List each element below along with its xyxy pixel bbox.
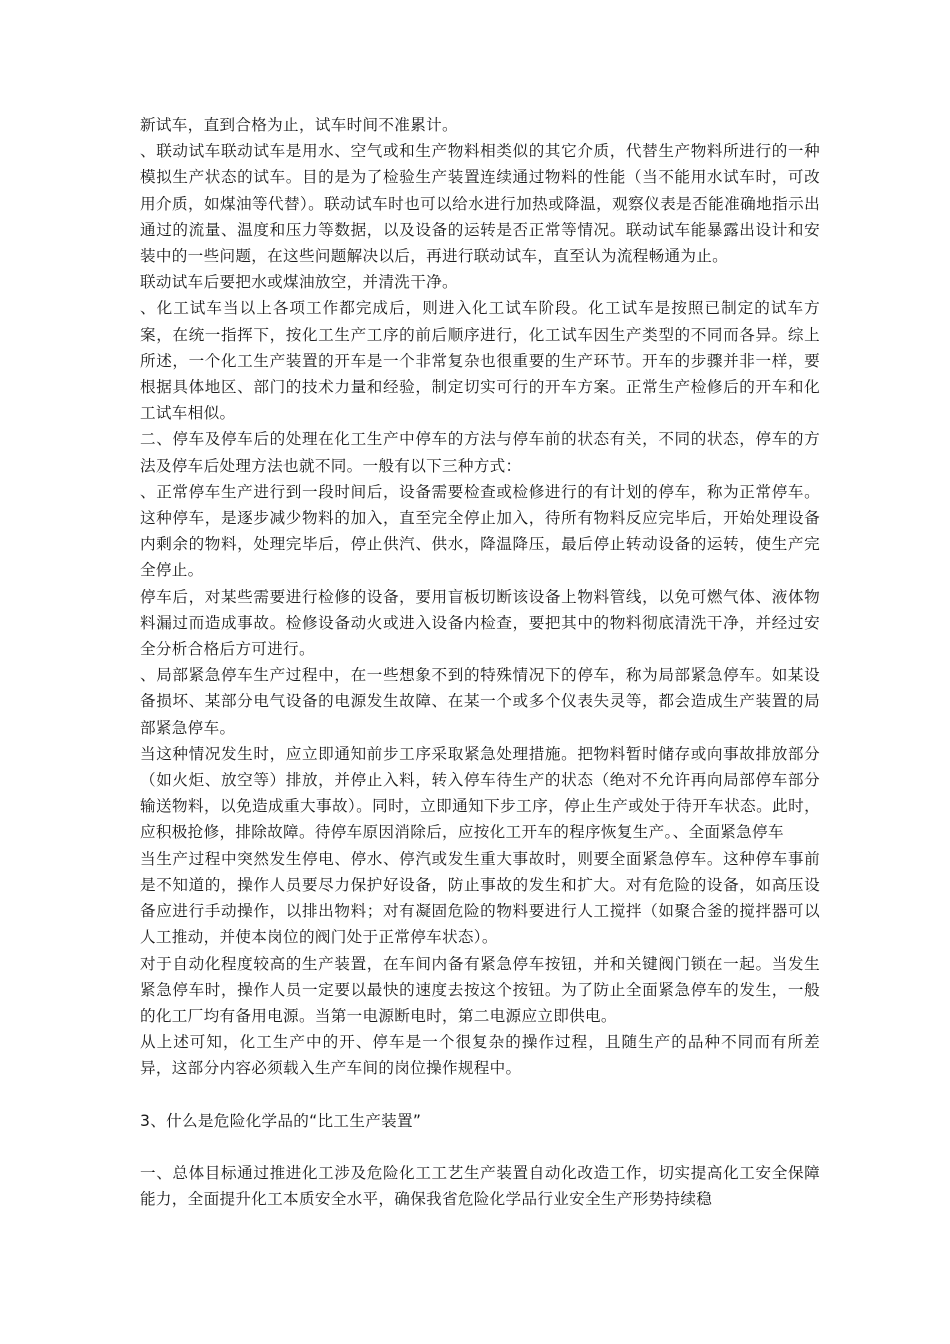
paragraph: 对于自动化程度较高的生产装置，在车间内备有紧急停车按钮，并和关键阀门锁在一起。当发生紧急停车时，操作人员一定要以最快的速度去按这个按钮。为了防止全面紧急停车的发生，一般的化工厂均有备用电源。当第一电源断电时，第二电源应立即供电。 xyxy=(140,954,820,1025)
paragraph: 联动试车后要把水或煤油放空，并清洗干净。 xyxy=(140,273,458,292)
paragraph: 一、总体目标通过推进化工涉及危险化工工艺生产装置自动化改造工作，切实提高化工安全保障能力，全面提升化工本质安全水平，确保我省危险化学品行业安全生产形势持续稳 xyxy=(140,1163,820,1208)
paragraph: 二、停车及停车后的处理在化工生产中停车的方法与停车前的状态有关，不同的状态，停车的方法及停车后处理方法也就不同。一般有以下三种方式： xyxy=(140,430,820,475)
paragraph: 从上述可知，化工生产中的开、停车是一个很复杂的操作过程，且随生产的品种不同而有所差异，这部分内容必须载入生产车间的岗位操作规程中。 xyxy=(140,1033,820,1078)
paragraph: 、联动试车联动试车是用水、空气或和生产物料相类似的其它介质，代替生产物料所进行的一种模拟生产状态的试车。目的是为了检验生产装置连续通过物料的性能（当不能用水试车时，可改用介质，如煤油等代替）。联动试车时也可以给水进行加热或降温，观察仪表是否能准确地指示出通过的流量、温度和压力等数据，以及设备的运转是否正常等情况。联动试车能暴露出设计和安装中的一些问题，在这些问题解决以后，再进行联动试车，直至认为流程畅通为止。 xyxy=(140,142,820,266)
section-heading: 3、什么是危险化学品的“比工生产装置” xyxy=(140,1111,422,1130)
blank-line xyxy=(140,1082,820,1108)
paragraph: 当这种情况发生时，应立即通知前步工序采取紧急处理措施。把物料暂时储存或向事故排放部分（如火炬、放空等）排放，并停止入料，转入停车待生产的状态（绝对不允许再向局部停车部分输送物料，以免造成重大事故）。同时，立即通知下步工序，停止生产或处于待开车状态。此时，应积极抢修，排除故障。待停车原因消除后，应按化工开车的程序恢复生产。、全面紧急停车 xyxy=(140,744,820,842)
paragraph: 、正常停车生产进行到一段时间后，设备需要检查或检修进行的有计划的停车，称为正常停车。这种停车，是逐步减少物料的加入，直至完全停止加入，待所有物料反应完毕后，开始处理设备内剩余的物料，处理完毕后，停止供汽、供水，降温降压，最后停止转动设备的运转，使生产完全停止。 xyxy=(140,482,820,580)
document-body xyxy=(140,112,820,1212)
paragraph: 新试车，直到合格为止，试车时间不准累计。 xyxy=(140,116,458,134)
paragraph: 、化工试车当以上各项工作都完成后，则进入化工试车阶段。化工试车是按照已制定的试车方案，在统一指挥下，按化工生产工序的前后顺序进行，化工试车因生产类型的不同而各异。综上所述，一个化工生产装置的开车是一个非常复杂也很重要的生产环节。开车的步骤并非一样，要根据具体地区、部门的技术力量和经验，制定切实可行的开车方案。正常生产检修后的开车和化工试车相似。 xyxy=(140,299,820,423)
paragraph: 当生产过程中突然发生停电、停水、停汽或发生重大事故时，则要全面紧急停车。这种停车事前是不知道的，操作人员要尽力保护好设备，防止事故的发生和扩大。对有危险的设备，如高压设备应进行手动操作，以排出物料；对有凝固危险的物料要进行人工搅拌（如聚合釜的搅拌器可以人工推动，并使本岗位的阀门处于正常停车状态）。 xyxy=(140,849,820,947)
paragraph: 停车后，对某些需要进行检修的设备，要用盲板切断该设备上物料管线，以免可燃气体、液体物料漏过而造成事故。检修设备动火或进入设备内检查，要把其中的物料彻底清洗干净，并经过安全分析合格后方可进行。 xyxy=(140,587,820,659)
paragraph: 、局部紧急停车生产过程中，在一些想象不到的特殊情况下的停车，称为局部紧急停车。如某设备损坏、某部分电气设备的电源发生故障、在某一个或多个仪表失灵等，都会造成生产装置的局部紧急停车。 xyxy=(140,666,820,737)
blank-line xyxy=(140,1134,820,1160)
